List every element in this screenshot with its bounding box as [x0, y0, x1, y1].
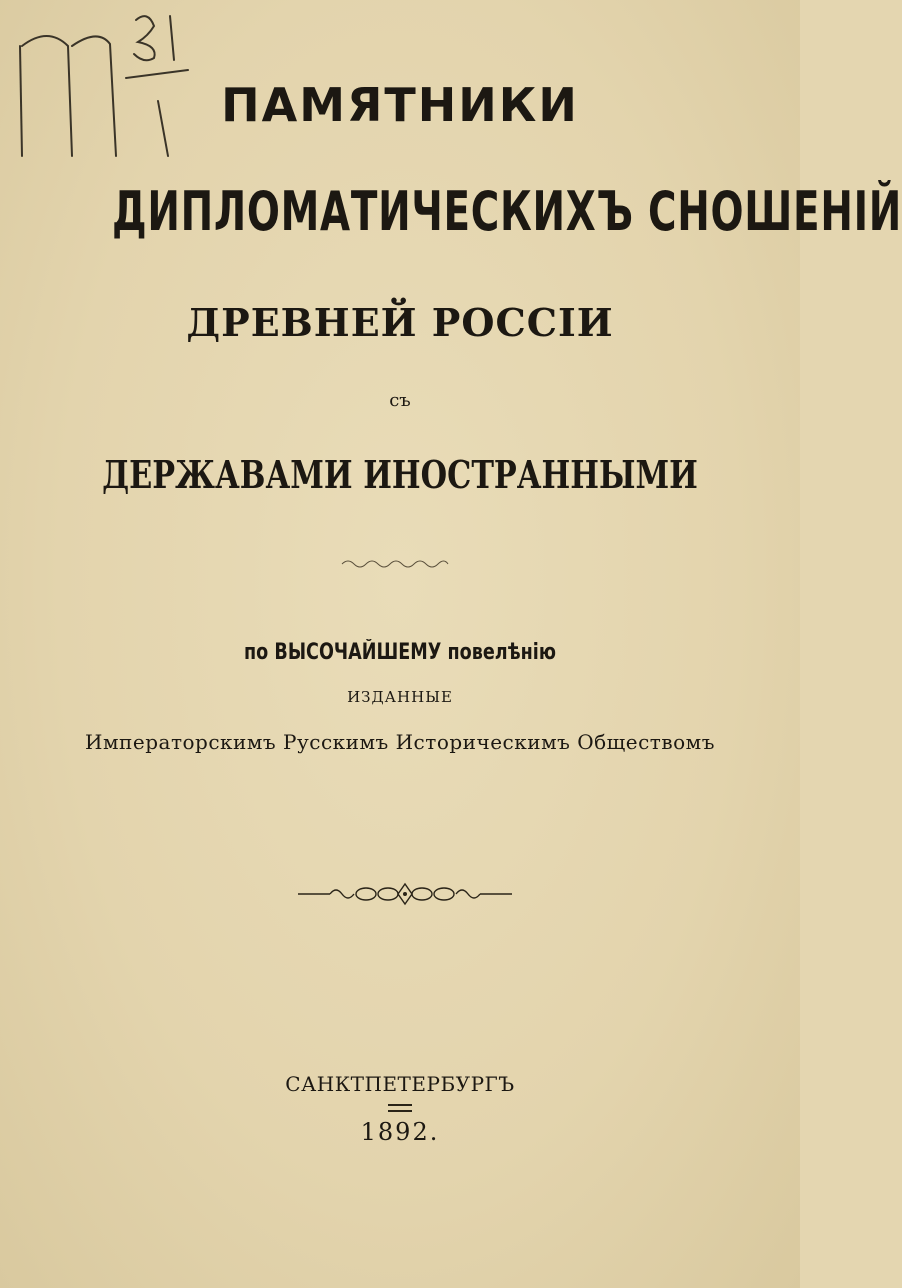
title-line-5: ДЕРЖАВАМИ ИНОСТРАННЫМИ — [102, 452, 698, 497]
place-of-publication: САНКТПЕТЕРБУРГЪ — [285, 1072, 515, 1096]
title-line-4: съ — [389, 390, 411, 411]
society-line: Императорскимъ Русскимъ Историческимъ Обществомъ — [85, 730, 715, 754]
published-line: ИЗДАННЫЕ — [347, 688, 453, 706]
title-line-2: ДИПЛОМАТИЧЕСКИХЪ СНОШЕНІЙ — [112, 180, 902, 243]
decorative-ornament — [290, 878, 520, 910]
title-line-1: ПАМЯТНИКИ — [221, 78, 579, 132]
wavy-rule-ornament — [340, 552, 450, 572]
double-rule — [388, 1104, 412, 1112]
title-line-3: ДРЕВНЕЙ РОССІИ — [186, 300, 614, 345]
publication-year: 1892. — [360, 1118, 440, 1146]
imperial-order-line: по ВЫСОЧАЙШЕМУ повелѣнію — [244, 640, 556, 665]
